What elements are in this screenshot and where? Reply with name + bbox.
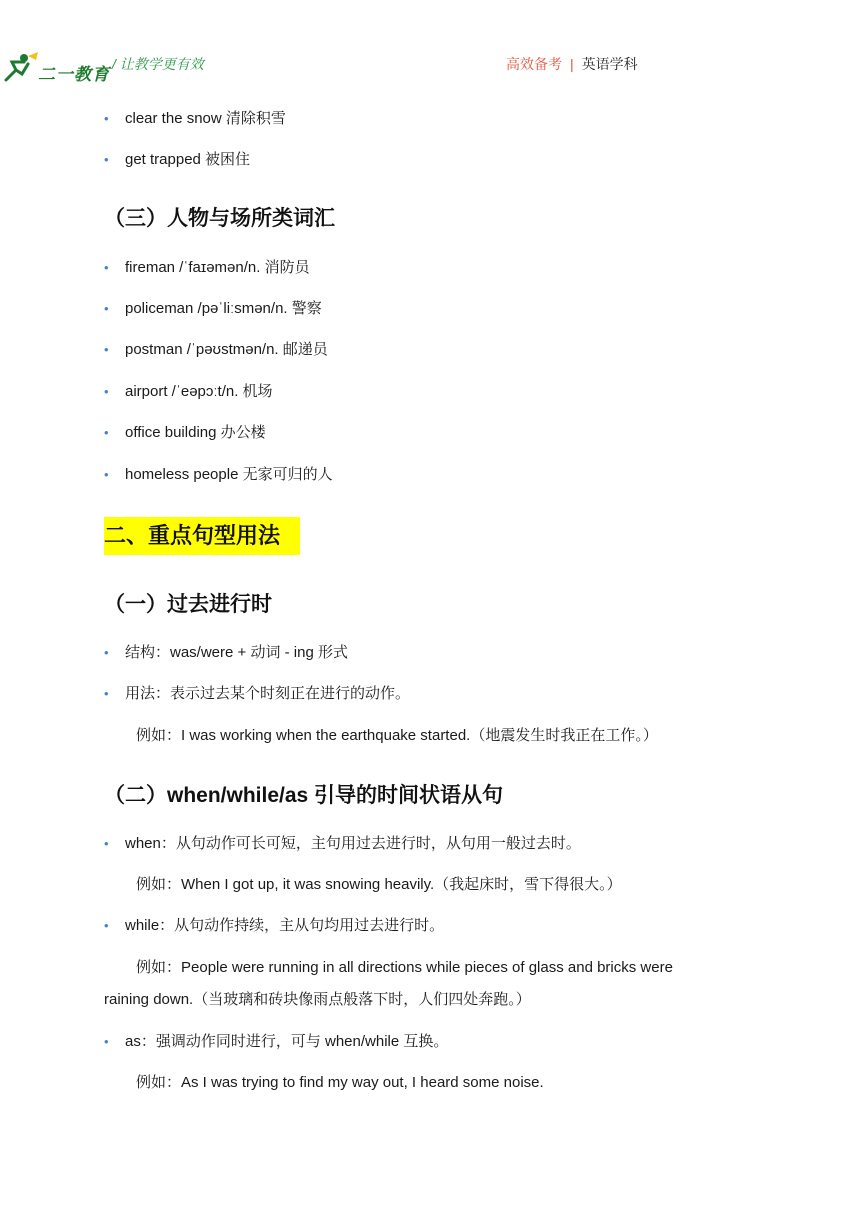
bullet-icon: • [104, 645, 109, 660]
bullet-icon: • [104, 342, 109, 357]
example-text-continued: raining down.（当玻璃和砖块像雨点般落下时，人们四处奔跑。） [104, 991, 531, 1008]
item-text: fireman /ˈfaɪəmən/n. 消防员 [125, 259, 310, 276]
tag-subject: 英语学科 [581, 56, 638, 72]
bullet-icon: • [104, 425, 109, 440]
bullet-icon: • [104, 260, 109, 275]
item-text: policeman /pəˈliːsmən/n. 警察 [125, 300, 322, 317]
part2-title: 二、重点句型用法 [104, 517, 300, 555]
item-text: homeless people 无家可归的人 [125, 466, 333, 483]
bullet-icon: • [104, 384, 109, 399]
as-text: as：强调动作同时进行，可与 when/while 互换。 [125, 1033, 449, 1050]
bullet-icon: • [104, 686, 109, 701]
item-text: postman /ˈpəʊstmən/n. 邮递员 [125, 341, 328, 358]
bullet-icon: • [104, 301, 109, 316]
item-text: office building 办公楼 [125, 424, 266, 441]
example-text: 例如：When I got up, it was snowing heavily.（我起床时，雪下得很大。） [136, 876, 622, 893]
header-tags [506, 54, 638, 74]
item-text: clear the snow 清除积雪 [125, 110, 286, 127]
page-header [0, 0, 860, 90]
sub1-title: （一）过去进行时 [104, 593, 272, 616]
when-text: when：从句动作可长可短，主句用过去进行时，从句用一般过去时。 [125, 835, 581, 852]
item-text: get trapped 被困住 [125, 151, 251, 168]
bullet-icon: • [104, 918, 109, 933]
while-text: while：从句动作持续，主从句均用过去进行时。 [125, 917, 445, 934]
example-text: 例如：People were running in all directions while pieces of glass and bricks were [136, 959, 673, 976]
tag-exam: 高效备考 [506, 56, 562, 72]
bullet-icon: • [104, 467, 109, 482]
sub2-title: （二）when/while/as 引导的时间状语从句 [104, 784, 504, 807]
example-text: 例如：I was working when the earthquake started.（地震发生时我正在工作。） [136, 727, 658, 744]
tag-separator: | [570, 56, 574, 72]
item-text: airport /ˈeəpɔːt/n. 机场 [125, 383, 273, 400]
bullet-icon: • [104, 836, 109, 851]
usage-text: 用法：表示过去某个时刻正在进行的动作。 [125, 685, 411, 702]
bullet-icon: • [104, 1034, 109, 1049]
section3-title: （三）人物与场所类词汇 [104, 207, 335, 230]
logo-text: 二一教育 [38, 65, 110, 84]
example-text: 例如：As I was trying to find my way out, I heard some noise. [136, 1074, 544, 1091]
structure-text: 结构：was/were + 动词 - ing 形式 [125, 644, 348, 661]
slogan: / 让教学更有效 [112, 56, 204, 72]
bullet-icon: • [104, 111, 109, 126]
bullet-icon: • [104, 152, 109, 167]
